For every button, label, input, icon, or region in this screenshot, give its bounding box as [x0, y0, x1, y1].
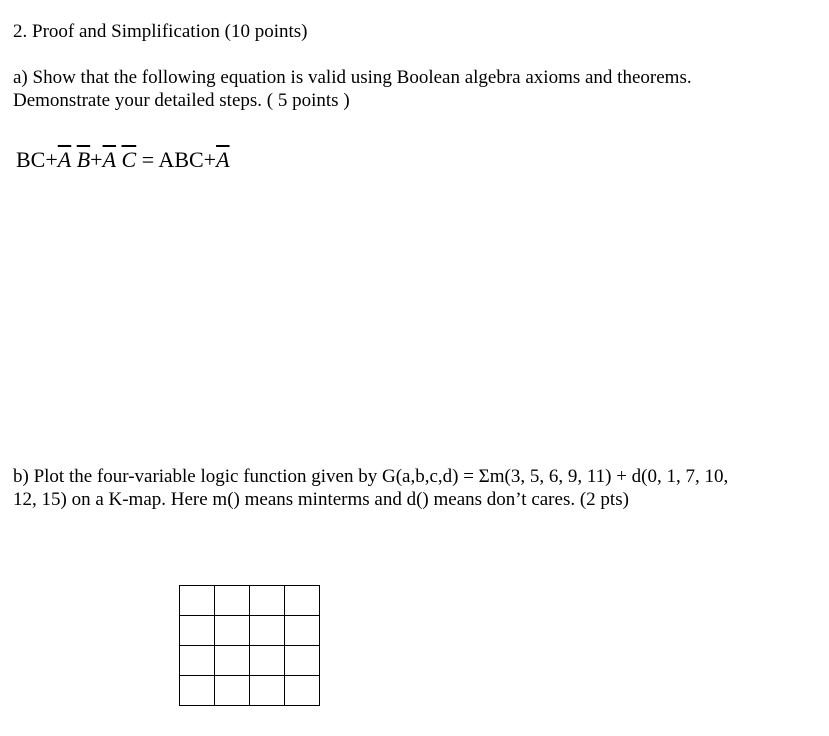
kmap-cell[interactable]: [215, 586, 250, 616]
kmap-cell[interactable]: [285, 646, 320, 676]
kmap-cell[interactable]: [215, 646, 250, 676]
equation-a-bar-2: $\overline{A}$: [102, 147, 117, 172]
part-b-instruction-line1: b) Plot the four-variable logic function given by G(a,b,c,d) = Σm(3, 5, 6, 9, 11) + d(0, 1, 7, 10,: [13, 466, 729, 487]
kmap-cell[interactable]: [180, 616, 215, 646]
kmap-row: [180, 676, 320, 706]
kmap-cell[interactable]: [215, 616, 250, 646]
equation-a-bar-3: $\overline{A}$: [216, 147, 230, 172]
part-a-instruction-line2: Demonstrate your detailed steps. ( 5 points ): [13, 90, 350, 111]
kmap-cell[interactable]: [250, 676, 285, 706]
kmap-cell[interactable]: [250, 646, 285, 676]
kmap-cell[interactable]: [180, 586, 215, 616]
kmap-row: [180, 646, 320, 676]
kmap-cell[interactable]: [285, 676, 320, 706]
equation-term-bc: BC+: [16, 147, 58, 172]
kmap-grid: [179, 585, 320, 706]
equation-plus: +: [90, 147, 103, 172]
kmap-cell[interactable]: [180, 646, 215, 676]
kmap-cell[interactable]: [215, 676, 250, 706]
part-b-instruction-line2: 12, 15) on a K-map. Here m() means minterms and d() means don’t cares. (2 pts): [13, 489, 629, 510]
equation-a-bar-1: $\overline{A}$: [57, 147, 72, 172]
equation-b-bar: $\overline{B}$: [76, 147, 91, 172]
kmap-cell[interactable]: [180, 676, 215, 706]
kmap-cell[interactable]: [250, 586, 285, 616]
kmap-row: [180, 586, 320, 616]
kmap-cell[interactable]: [285, 616, 320, 646]
equation-rhs: = ABC+: [136, 147, 217, 172]
boolean-equation: [16, 147, 230, 173]
part-a-instruction-line1: a) Show that the following equation is valid using Boolean algebra axioms and theorems.: [13, 67, 692, 88]
kmap-row: [180, 616, 320, 646]
kmap-cell[interactable]: [250, 616, 285, 646]
equation-c-bar: $\overline{C}$: [121, 147, 137, 172]
problem-heading: 2. Proof and Simplification (10 points): [13, 21, 308, 42]
kmap-cell[interactable]: [285, 586, 320, 616]
